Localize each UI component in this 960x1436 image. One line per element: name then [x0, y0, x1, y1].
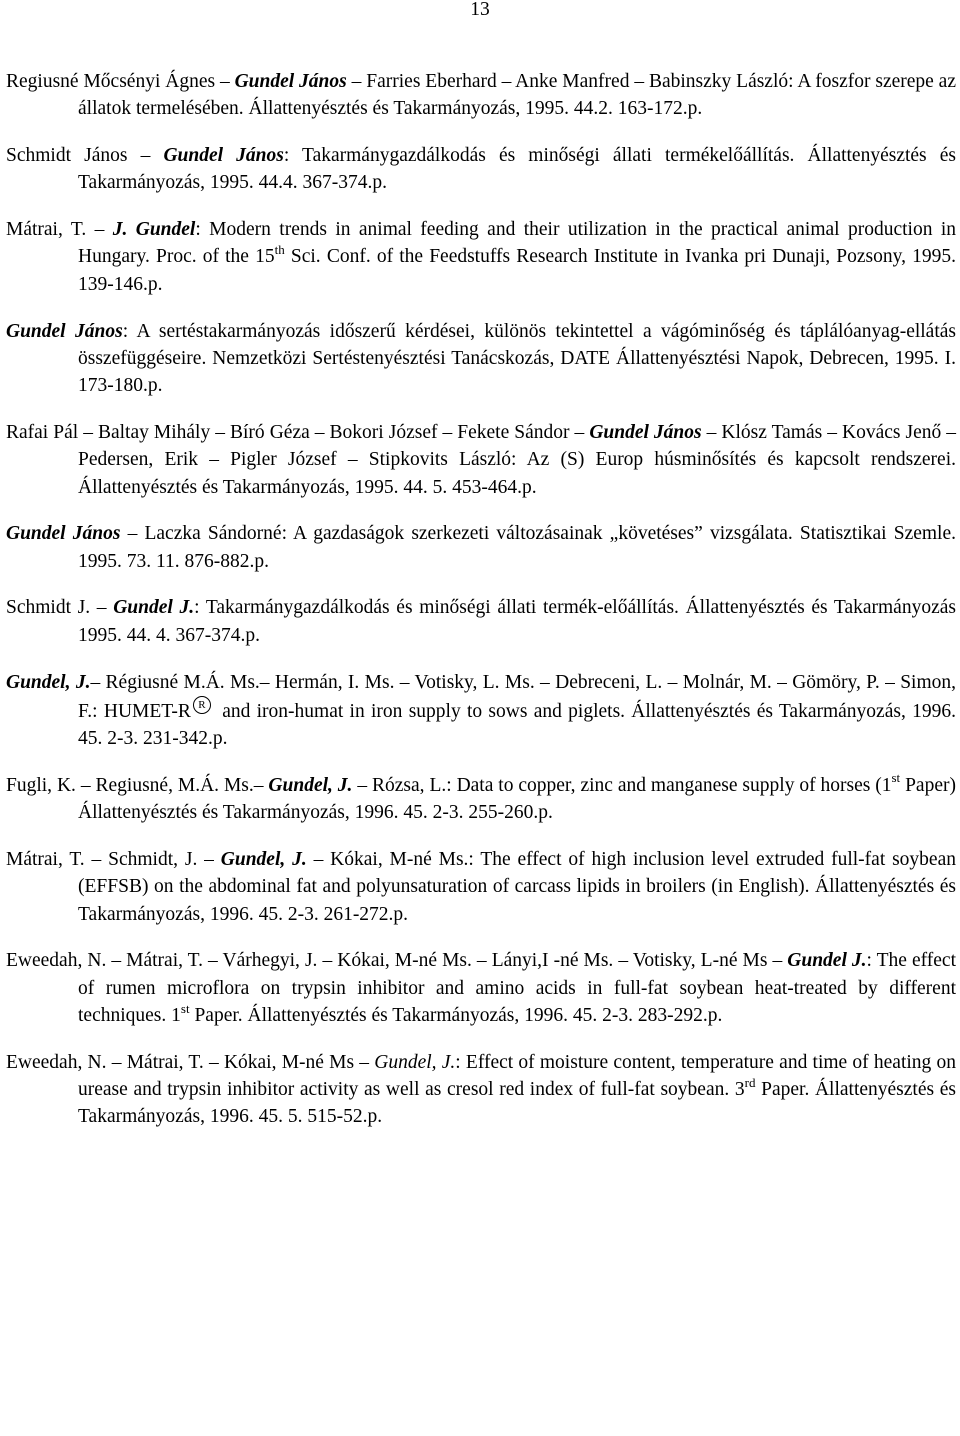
reference-entry: [6, 669, 956, 753]
reference-text: : Takarmánygazdálkodás és minőségi állati termékelőállítás. Állattenyésztés és Takarmányozás, 1995. 44.4. 367-374.p.: [78, 145, 957, 194]
author-highlight: Gundel J.: [787, 950, 867, 972]
reference-entry: [6, 419, 956, 501]
reference-entry: [6, 772, 956, 827]
reference-text: : A sertéstakarmányozás időszerű kérdései, különös tekintettel a vágóminőség és táplálóanyag-ellátás összefüggéseire. Nemzetközi Sertéstenyésztési Tanácskozás, DATE Állattenyésztési Napok, Debrecen, 1995. I. 173-180.p.: [78, 320, 957, 397]
author-highlight: Gundel, J.: [374, 1051, 456, 1073]
reference-text: : Modern trends in animal feeding and their utilization in the practical animal production in Hungary. Proc. of the 15: [78, 219, 956, 268]
reference-text: : Takarmánygazdálkodás és minőségi állati termék-előállítás. Állattenyésztés és Takarmányozás 1995. 44. 4. 367-374.p.: [78, 597, 956, 646]
reference-text: Mátrai, T. – Schmidt, J. –: [6, 849, 221, 871]
author-highlight: Gundel J.: [113, 597, 195, 619]
reference-text: Rafai Pál – Baltay Mihály – Bíró Géza – Bokori József – Fekete Sándor –: [6, 421, 590, 443]
reference-text: Eweedah, N. – Mátrai, T. – Kókai, M-né Ms –: [6, 1051, 375, 1073]
author-highlight: Gundel, J.: [6, 671, 91, 693]
reference-text: – Régiusné M.Á. Ms.– Hermán, I. Ms. – Votisky, L. Ms. – Debreceni, L. – Molnár, M. – Gömöry, P. – Simon, F.: HUMET-R: [78, 671, 956, 722]
author-highlight: J. Gundel: [112, 219, 196, 241]
reference-text: and iron-humat in iron supply to sows and piglets. Állattenyésztés és Takarmányozás, 1996. 45. 2-3. 231-342.p.: [78, 700, 956, 750]
reference-text: Sci. Conf. of the Feedstuffs Research Institute in Ivanka pri Dunaji, Pozsony, 1995. 139-146.p.: [78, 246, 956, 295]
reference-text: Schmidt J. –: [6, 597, 114, 619]
page-number: 13: [470, 0, 490, 20]
reference-text: Regiusné Mőcsényi Ágnes –: [6, 71, 235, 92]
author-highlight: Gundel János: [163, 145, 284, 167]
reference-text: Paper) Állattenyésztés és Takarmányozás, 1996. 45. 2-3. 255-260.p.: [78, 774, 956, 824]
ordinal-suffix: st: [180, 1000, 190, 1016]
reference-text: – Kókai, M-né Ms.: The effect of high inclusion level extruded full-fat soybean (EFFSB) on the abdominal fat and polyunsaturation of carcass lipids in broilers (in English). Állattenyésztés és Takarmányozás, 1996. 45. 2-3. 261-272.p.: [78, 849, 956, 925]
reference-text: Paper. Állattenyésztés és Takarmányozás, 1996. 45. 2-3. 283-292.p.: [189, 1005, 723, 1027]
reference-entry: [6, 947, 956, 1029]
reference-text: Schmidt János –: [6, 145, 164, 167]
author-highlight: Gundel János: [234, 71, 347, 92]
ordinal-suffix: th: [274, 241, 285, 257]
reference-entry: [6, 594, 956, 649]
author-highlight: Gundel, J.: [268, 774, 353, 796]
author-highlight: Gundel János: [589, 421, 702, 443]
reference-entry: [6, 1049, 956, 1131]
reference-list: [6, 68, 956, 1150]
reference-text: Eweedah, N. – Mátrai, T. – Várhegyi, J. – Kókai, M-né Ms. – Lányi,I -né Ms. – Votisky, L-né Ms –: [6, 950, 788, 972]
reference-entry: [6, 216, 956, 298]
reference-text: – Rózsa, L.: Data to copper, zinc and manganese supply of horses (1: [352, 774, 892, 796]
reference-entry: [6, 520, 956, 575]
registered-mark-icon: R: [193, 696, 211, 714]
reference-text: – Klósz Tamás – Kovács Jenő – Pedersen, Erik – Pigler József – Stipkovits László: Az (S) Europ húsminősítés és kapcsolt rendszerei. Állattenyésztés és Takarmányozás, 1995. 44. 5. 453-464.p.: [78, 421, 957, 498]
reference-text: Paper. Állattenyésztés és Takarmányozás, 1996. 45. 5. 515-52.p.: [78, 1079, 956, 1128]
author-highlight: Gundel, J.: [220, 849, 307, 871]
reference-text: Fugli, K. – Regiusné, M.Á. Ms.–: [6, 774, 269, 796]
reference-entry: [6, 68, 956, 123]
reference-entry: [6, 142, 956, 197]
reference-text: Mátrai, T. –: [6, 219, 113, 241]
reference-text: : The effect of rumen microflora on trypsin inhibitor and amino acids in full-fat soybean heat-treated by different techniques. 1: [78, 950, 957, 1027]
reference-text: : Effect of moisture content, temperature and time of heating on urease and trypsin inhibitor activity as well as cresol red index of full-fat soybean. 3: [78, 1051, 956, 1101]
reference-text: – Farries Eberhard – Anke Manfred – Babinszky László: A foszfor szerepe az állatok termelésében. Állattenyésztés és Takarmányozás, 1995. 44.2. 163-172.p.: [78, 71, 956, 120]
reference-entry: [6, 846, 956, 928]
reference-text: – Laczka Sándorné: A gazdaságok szerkezeti változásainak „követéses” vizsgálata. Statisztikai Szemle. 1995. 73. 11. 876-882.p.: [78, 523, 956, 572]
reference-entry: [6, 318, 956, 400]
author-highlight: Gundel János: [6, 523, 121, 545]
ordinal-suffix: st: [891, 770, 901, 786]
ordinal-suffix: rd: [744, 1074, 756, 1090]
author-highlight: Gundel János: [6, 320, 123, 342]
